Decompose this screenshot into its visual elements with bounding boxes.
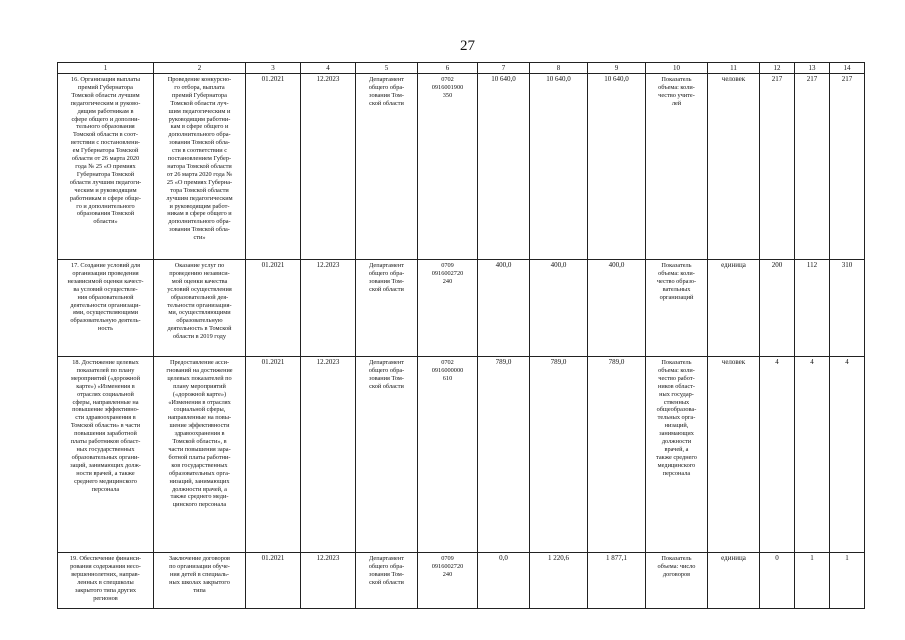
cell-line: го отбора, выплата: [174, 83, 225, 91]
cell-line: гнований на достижение: [166, 366, 233, 374]
cell-line: целевых показателей по: [167, 374, 232, 382]
table-cell-col-3: 01.2021: [246, 553, 301, 609]
cell-line: низаций, занимающих: [169, 477, 230, 485]
cell-line: образовательных орга-: [168, 469, 231, 477]
cell-line: сти здравоохранения в: [75, 414, 136, 422]
cell-line: ников област-: [658, 382, 695, 390]
cell-line: мой оценки качества: [171, 277, 228, 285]
table-cell-col-7: 789,0: [478, 357, 530, 553]
cell-line: 610: [442, 374, 453, 382]
cell-line: заций, занимающих долж-: [70, 461, 141, 469]
cell-line: договоров: [662, 570, 691, 578]
cell-line: объема: число: [657, 562, 696, 570]
cell-line: Департамент: [369, 359, 404, 366]
column-header-6: 6: [418, 63, 478, 74]
cell-line: лучшим педагогическим: [166, 194, 233, 202]
cell-line: дящим работникам в: [77, 107, 134, 115]
cell-line: лей: [671, 99, 682, 107]
cell-line: Томской области», в: [172, 438, 227, 446]
cell-line: области лучшим педагоги-: [69, 178, 142, 186]
table-cell-col-5: [356, 357, 418, 553]
cell-line: ность: [97, 325, 114, 333]
cell-line: закрытого типа других: [74, 586, 137, 594]
cell-line: образования Томской: [76, 210, 135, 218]
cell-line: персонала: [662, 469, 691, 477]
cell-line: и руководящим работ-: [169, 202, 230, 210]
cell-line: области от 26 марта 2020: [71, 155, 140, 163]
table-cell-col-8: 400,0: [530, 260, 588, 357]
table-cell-col-10: [646, 357, 708, 553]
cell-line: чество работ-: [658, 374, 695, 382]
table-cell-col-11: единица: [708, 260, 760, 357]
cell-line: области»: [93, 218, 118, 226]
cell-line: 0702: [441, 76, 454, 83]
cell-line: организации проведения: [72, 269, 139, 277]
cell-line: 18. Достижение целевых: [72, 359, 139, 366]
cell-line: натора Томской области: [167, 162, 232, 170]
table-cell-col-6: [418, 260, 478, 357]
column-number-row: [58, 63, 865, 74]
cell-line: ственных: [663, 398, 690, 406]
cell-line: объема: коли-: [658, 366, 695, 374]
table-cell-col-2: [154, 74, 246, 260]
cell-line: цинского персонала: [172, 501, 227, 509]
cell-line: зования Томской обла-: [169, 226, 230, 234]
cell-line: 0916001900: [431, 83, 464, 91]
cell-line: шим педагогическим и: [168, 107, 231, 115]
cell-line: 16. Организация выплаты: [70, 76, 141, 83]
cell-line: чество образо-: [656, 277, 697, 285]
cell-line: плану мероприятий: [173, 382, 226, 390]
cell-line: врачей, а: [664, 445, 689, 453]
table-cell-col-3: 01.2021: [246, 74, 301, 260]
column-header-10: 10: [646, 63, 708, 74]
cell-line: общего обра-: [368, 562, 405, 570]
table-cell-col-12: 4: [760, 357, 795, 553]
cell-line: Томской области» в части: [70, 422, 141, 430]
cell-line: деятельность в Томской: [167, 325, 232, 333]
cell-line: общего обра-: [368, 269, 405, 277]
table-cell-col-12: 200: [760, 260, 795, 357]
cell-line: типа: [193, 586, 206, 594]
cell-line: регионов: [93, 594, 118, 602]
cell-line: 0709: [441, 555, 454, 562]
cell-line: Показатель: [661, 555, 692, 562]
column-header-4: 4: [301, 63, 356, 74]
cell-line: 240: [442, 570, 453, 578]
cell-line: Показатель: [661, 76, 692, 83]
cell-line: повышения заработной: [74, 430, 137, 438]
cell-line: Департамент: [369, 555, 404, 562]
table-cell-col-5: [356, 74, 418, 260]
table-cell-col-10: [646, 260, 708, 357]
table-cell-col-11: единица: [708, 553, 760, 609]
cell-line: ных школах закрытого: [169, 578, 230, 586]
cell-line: ем Губернатора Томской: [72, 147, 139, 155]
cell-line: от 26 марта 2020 года №: [166, 170, 233, 178]
cell-line: Оказание услуг по: [174, 262, 225, 269]
table-cell-col-7: 400,0: [478, 260, 530, 357]
cell-line: направленные на повы-: [167, 414, 232, 422]
table-row: [58, 260, 865, 357]
cell-line: образовательную деятель-: [70, 317, 141, 325]
cell-line: по организации обуче-: [169, 562, 230, 570]
column-header-9: 9: [588, 63, 646, 74]
table-cell-col-2: [154, 357, 246, 553]
program-measures-table: [57, 62, 865, 609]
cell-line: тора Томской области: [170, 186, 229, 194]
table-cell-col-1: [58, 260, 154, 357]
table-cell-col-13: 217: [795, 74, 830, 260]
table-cell-col-1: [58, 357, 154, 553]
cell-line: области в 2019 году: [172, 333, 227, 341]
cell-line: дополнительного обра-: [168, 131, 231, 139]
cell-line: ветствии с постановлени-: [70, 139, 141, 147]
table-cell-col-14: 4: [830, 357, 865, 553]
cell-line: общего обра-: [368, 366, 405, 374]
cell-line: года № 25 «О премиях: [75, 162, 136, 170]
cell-line: Показатель: [661, 359, 692, 366]
cell-line: ков государственных: [171, 461, 228, 469]
cell-line: педагогическим и руково-: [70, 99, 141, 107]
table-cell-col-9: 10 640,0: [588, 74, 646, 260]
cell-line: тельных орга-: [657, 414, 696, 422]
cell-line: ческим и руководящим: [74, 186, 137, 194]
table-cell-col-2: [154, 553, 246, 609]
table-cell-col-11: человек: [708, 357, 760, 553]
cell-line: социальной сферы,: [173, 406, 226, 414]
cell-line: вершеннолетних, направ-: [71, 570, 140, 578]
cell-line: Заключение договоров: [169, 555, 230, 562]
cell-line: ния детей в специаль-: [170, 570, 229, 578]
table-cell-col-12: 0: [760, 553, 795, 609]
cell-line: должности: [661, 438, 692, 446]
cell-line: ской области: [369, 578, 404, 586]
column-header-12: 12: [760, 63, 795, 74]
table-cell-col-10: [646, 553, 708, 609]
cell-line: образовательной дея-: [170, 293, 229, 301]
table-cell-col-6: [418, 357, 478, 553]
cell-line: 19. Обеспечение финанси-: [69, 555, 142, 562]
column-header-8: 8: [530, 63, 588, 74]
cell-line: независимой оценки качест-: [67, 277, 144, 285]
page-number: 27: [460, 38, 475, 54]
cell-line: ми, осуществляющими: [168, 309, 231, 317]
table-cell-col-14: 1: [830, 553, 865, 609]
cell-line: вательных: [662, 285, 691, 293]
table-cell-col-3: 01.2021: [246, 260, 301, 357]
cell-line: Томской области в соот-: [72, 131, 139, 139]
cell-line: зования Том-: [369, 91, 404, 99]
cell-line: деятельности организаци-: [70, 301, 141, 309]
cell-line: образовательную: [176, 317, 223, 325]
table-row: [58, 553, 865, 609]
table-cell-col-9: 1 877,1: [588, 553, 646, 609]
table-cell-col-6: [418, 553, 478, 609]
cell-line: ской области: [369, 382, 404, 390]
cell-line: рования содержания несо-: [70, 562, 141, 570]
table-cell-col-14: 217: [830, 74, 865, 260]
cell-line: проведению независи-: [169, 269, 230, 277]
cell-line: зования Томской обла-: [169, 139, 230, 147]
cell-line: го и дополнительного: [76, 202, 135, 210]
cell-line: Проведение конкурсно-: [167, 76, 232, 83]
cell-line: руководящим работни-: [168, 115, 231, 123]
cell-line: Показатель: [661, 262, 692, 269]
cell-line: тельности организация-: [167, 301, 232, 309]
table-row: [58, 357, 865, 553]
cell-line: ния образовательной: [77, 293, 134, 301]
cell-line: ных государ-: [659, 390, 694, 398]
cell-line: также среднего меди-: [170, 493, 229, 501]
table-cell-col-4: 12.2023: [301, 260, 356, 357]
cell-line: ленных в спецшколы: [77, 578, 134, 586]
table-row: [58, 74, 865, 260]
cell-line: премий Губернатора: [78, 83, 133, 91]
cell-line: 0916002720: [431, 562, 464, 570]
table-cell-col-5: [356, 260, 418, 357]
cell-line: 0916002720: [431, 269, 464, 277]
cell-line: сти в соответствии с: [172, 147, 227, 155]
cell-line: («дорожной карте»): [172, 390, 227, 398]
table-cell-col-7: 10 640,0: [478, 74, 530, 260]
table-cell-col-4: 12.2023: [301, 74, 356, 260]
cell-line: здравоохранения в: [174, 430, 225, 438]
cell-line: карте») «Изменения в: [76, 382, 135, 390]
column-header-11: 11: [708, 63, 760, 74]
cell-line: занимающих: [659, 430, 694, 438]
cell-line: зования Том-: [369, 277, 404, 285]
cell-line: повышение эффективно-: [72, 406, 139, 414]
cell-line: показателей по плану: [76, 366, 135, 374]
cell-line: объема: коли-: [658, 269, 695, 277]
cell-line: сферы, направленные на: [72, 398, 139, 406]
table-cell-col-10: [646, 74, 708, 260]
cell-line: 0916000000: [431, 366, 464, 374]
table-cell-col-8: 10 640,0: [530, 74, 588, 260]
table-cell-col-9: 400,0: [588, 260, 646, 357]
cell-line: персонала: [91, 485, 120, 493]
table-cell-col-9: 789,0: [588, 357, 646, 553]
column-header-5: 5: [356, 63, 418, 74]
cell-line: медицинского: [657, 461, 696, 469]
cell-line: ской области: [369, 285, 404, 293]
table-cell-col-4: 12.2023: [301, 553, 356, 609]
cell-line: общего обра-: [368, 83, 405, 91]
table-cell-col-13: 112: [795, 260, 830, 357]
cell-line: также среднего: [656, 453, 697, 461]
table-cell-col-5: [356, 553, 418, 609]
cell-line: Губернатора Томской: [76, 170, 135, 178]
table-cell-col-13: 4: [795, 357, 830, 553]
cell-line: платы работников област-: [70, 438, 141, 446]
cell-line: «Изменения в отраслях: [168, 398, 231, 406]
table-cell-col-8: 1 220,6: [530, 553, 588, 609]
cell-line: среднего медицинского: [74, 477, 137, 485]
table-cell-col-3: 01.2021: [246, 357, 301, 553]
cell-line: 240: [442, 277, 453, 285]
cell-line: ями, осуществляющими: [72, 309, 139, 317]
table-cell-col-1: [58, 74, 154, 260]
cell-line: Томской области луч-: [170, 99, 229, 107]
cell-line: ва условий осуществле-: [73, 285, 138, 293]
cell-line: ботной платы работни-: [168, 453, 231, 461]
column-header-7: 7: [478, 63, 530, 74]
cell-line: 0709: [441, 262, 454, 269]
cell-line: 350: [442, 91, 453, 99]
cell-line: сфере общего и дополни-: [71, 115, 140, 123]
cell-line: зования Том-: [369, 374, 404, 382]
cell-line: мероприятий («дорожной: [71, 374, 140, 382]
column-header-14: 14: [830, 63, 865, 74]
table-cell-col-12: 217: [760, 74, 795, 260]
table-cell-col-4: 12.2023: [301, 357, 356, 553]
table-cell-col-11: человек: [708, 74, 760, 260]
table-cell-col-13: 1: [795, 553, 830, 609]
cell-line: чество учите-: [658, 91, 695, 99]
cell-line: ных государственных: [76, 445, 135, 453]
cell-line: 0702: [441, 359, 454, 366]
column-header-3: 3: [246, 63, 301, 74]
cell-line: образовательных органи-: [71, 453, 140, 461]
table-cell-col-1: [58, 553, 154, 609]
cell-line: Департамент: [369, 262, 404, 269]
column-header-1: 1: [58, 63, 154, 74]
cell-line: тельного образования: [76, 123, 135, 131]
cell-line: сти»: [193, 234, 206, 242]
column-header-2: 2: [154, 63, 246, 74]
cell-line: работникам в сфере обще-: [70, 194, 141, 202]
cell-line: 25 «О премиях Губерна-: [166, 178, 233, 186]
cell-line: премий Губернатора: [172, 91, 227, 99]
cell-line: ской области: [369, 99, 404, 107]
column-header-13: 13: [795, 63, 830, 74]
cell-line: объема: коли-: [658, 83, 695, 91]
cell-line: постановлением Губер-: [167, 155, 232, 163]
cell-line: дополнительного обра-: [168, 218, 231, 226]
cell-line: отраслях социальной: [77, 390, 134, 398]
cell-line: условий осуществления: [167, 285, 232, 293]
cell-line: 17. Создание условий для: [70, 262, 141, 269]
cell-line: зования Том-: [369, 570, 404, 578]
cell-line: Томской области лучшим: [71, 91, 140, 99]
table-cell-col-14: 310: [830, 260, 865, 357]
cell-line: низаций,: [664, 422, 689, 430]
cell-line: Предоставление асси-: [169, 359, 230, 366]
cell-line: кам в сфере общего и: [170, 123, 229, 131]
table-cell-col-7: 0,0: [478, 553, 530, 609]
table-cell-col-6: [418, 74, 478, 260]
table-cell-col-2: [154, 260, 246, 357]
cell-line: организаций: [659, 293, 694, 301]
table-cell-col-8: 789,0: [530, 357, 588, 553]
cell-line: части повышения зара-: [168, 445, 231, 453]
cell-line: шение эффективности: [169, 422, 230, 430]
cell-line: никам в сфере общего и: [167, 210, 232, 218]
cell-line: ности врачей, а также: [76, 469, 135, 477]
cell-line: общеобразова-: [656, 406, 697, 414]
cell-line: должности врачей, а: [172, 485, 227, 493]
cell-line: Департамент: [369, 76, 404, 83]
